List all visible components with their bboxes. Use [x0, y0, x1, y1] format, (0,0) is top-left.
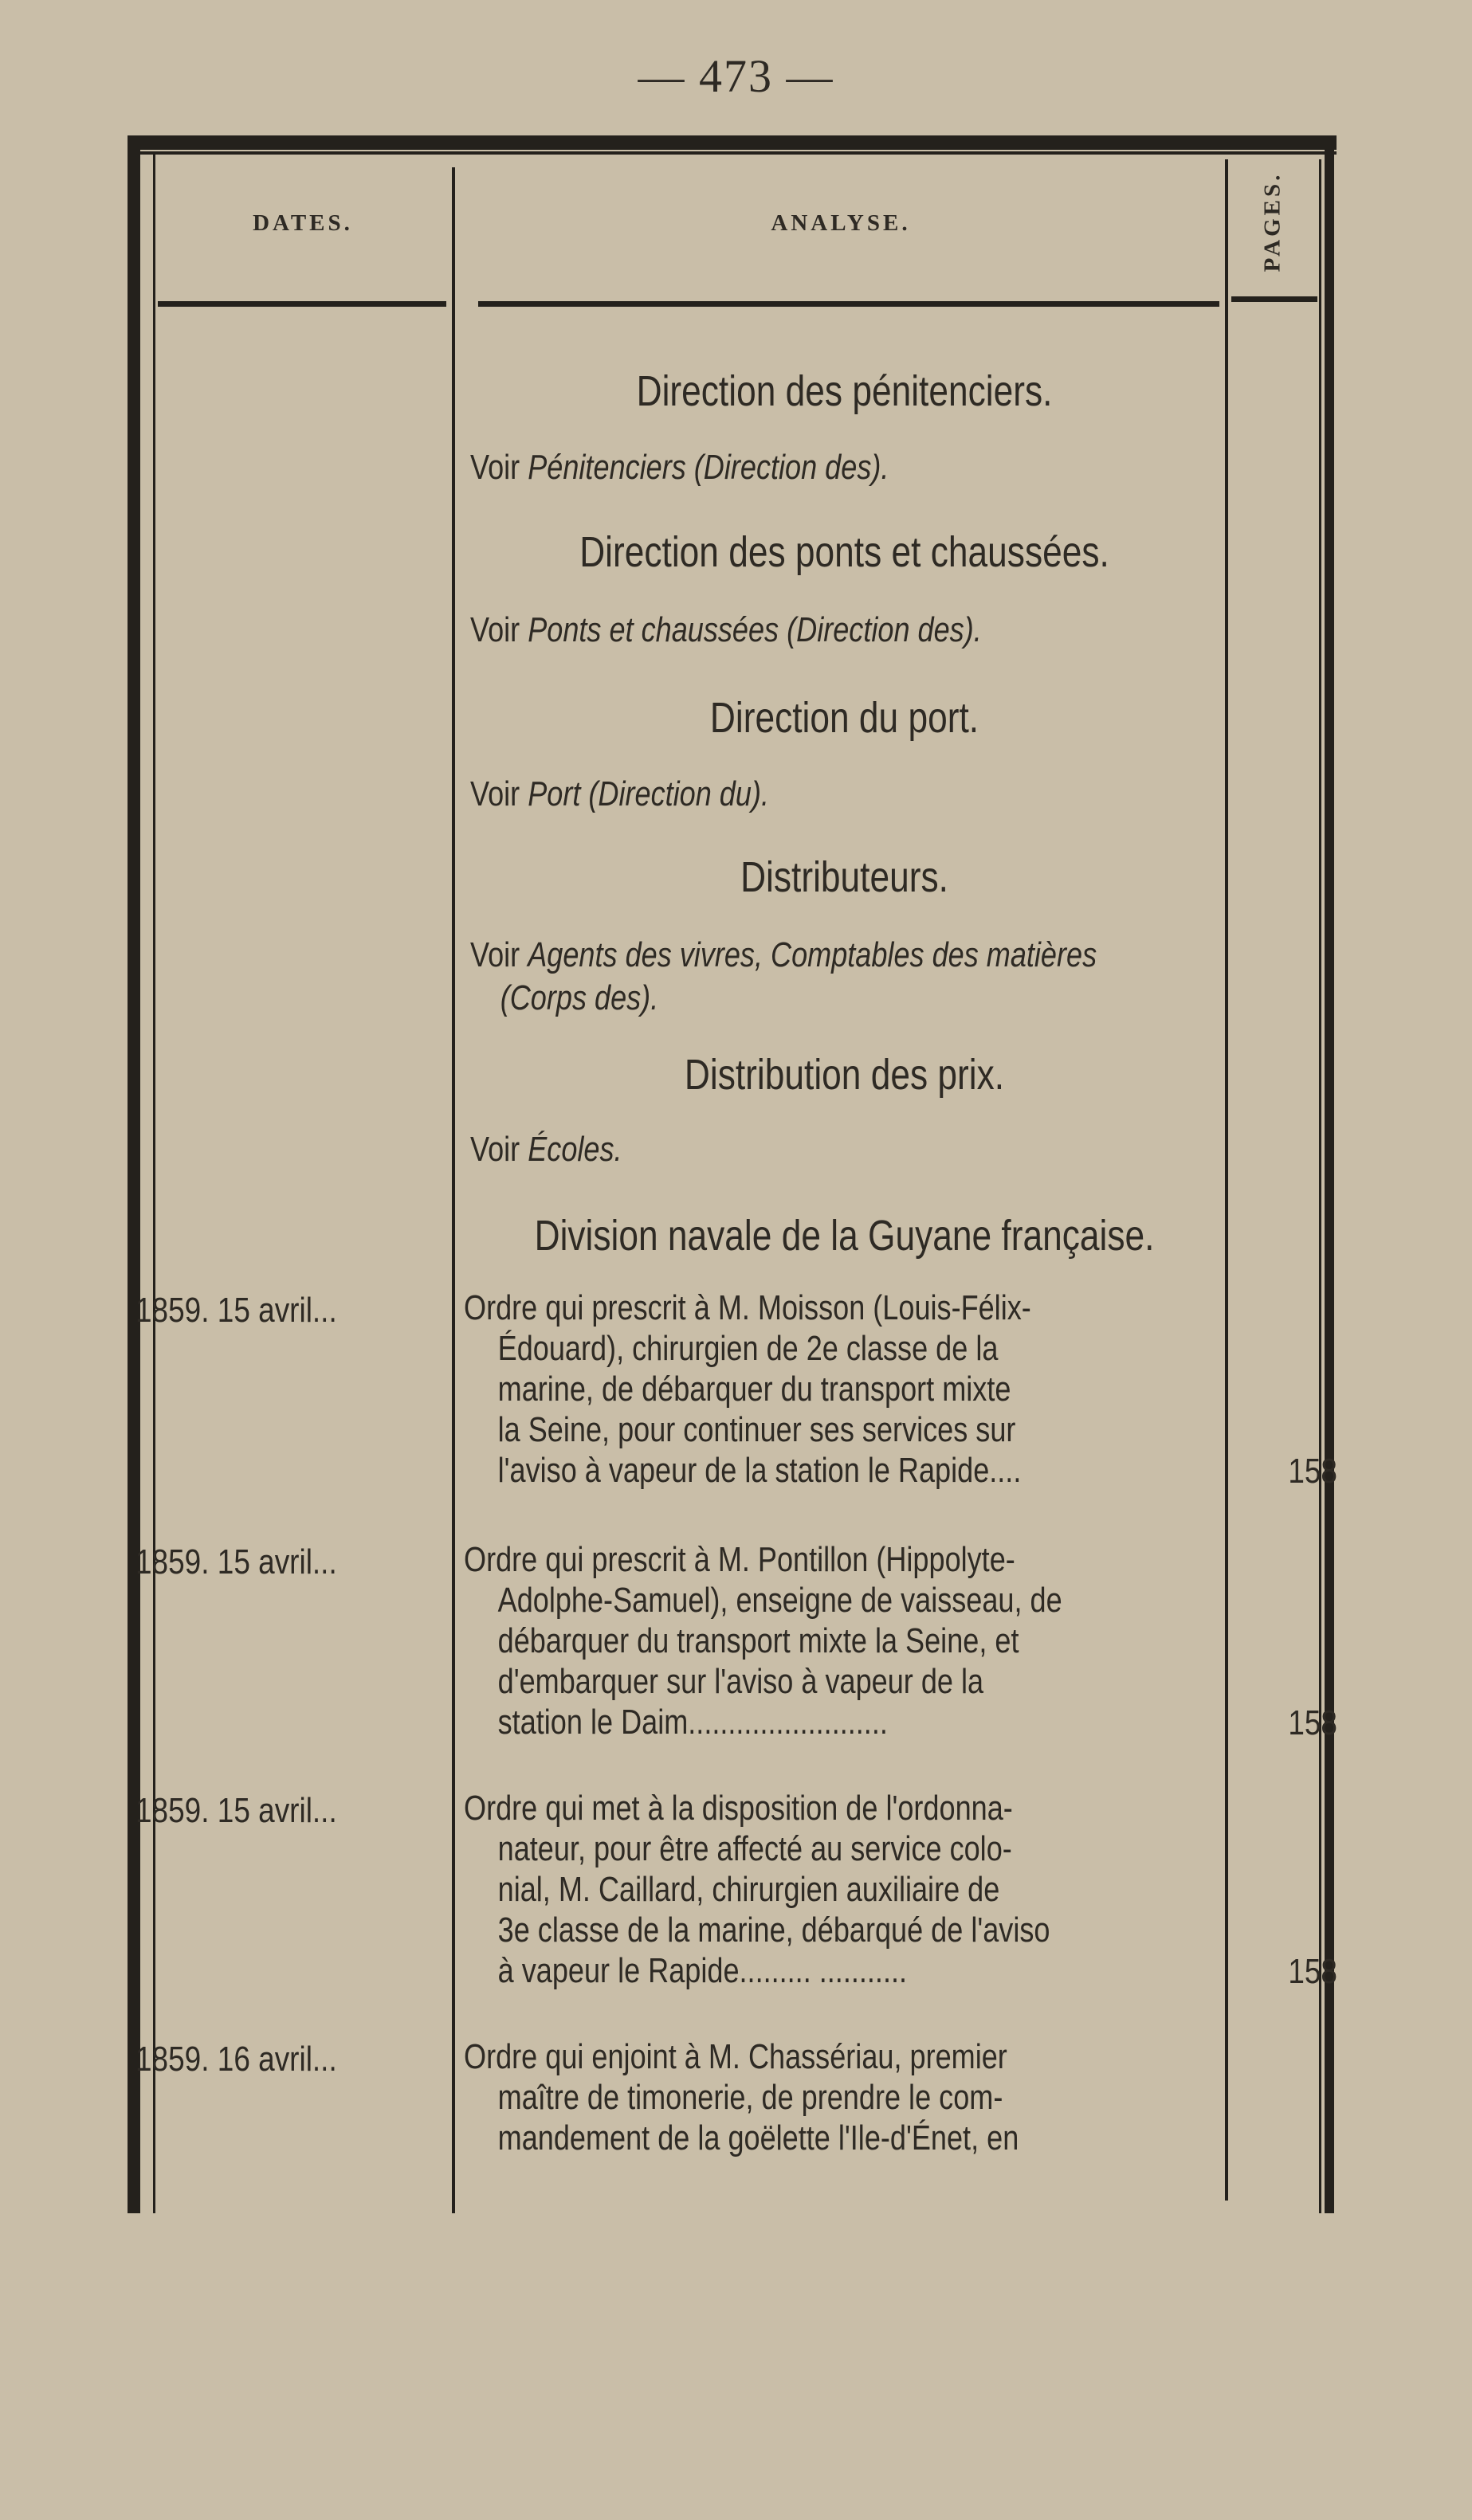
- see-also-reference: [470, 1128, 1091, 1171]
- entry-line: nateur, pour être affecté au service colo-: [497, 1829, 1012, 1868]
- section-title: Distributeurs.: [740, 853, 948, 901]
- reference-text: Pénitenciers (Direction des).: [528, 448, 889, 487]
- see-also-reference: [470, 609, 1091, 652]
- page-reference: 158: [1288, 1703, 1337, 1742]
- see-also-reference: [470, 446, 1091, 489]
- page-reference: 158: [1288, 1452, 1337, 1491]
- voir-label: Voir: [470, 610, 520, 649]
- entry-date: 1859. 16 avril...: [135, 2040, 337, 2079]
- entry-text: [464, 1539, 1228, 1742]
- entry-line: la Seine, pour continuer ses services sur: [497, 1410, 1016, 1449]
- entry-text: [464, 1788, 1228, 1991]
- table-top-rule: [128, 135, 1337, 150]
- reference-text: Ponts et chaussées (Direction des).: [528, 610, 982, 649]
- entry-line: l'aviso à vapeur de la station le Rapide....: [497, 1451, 1022, 1490]
- header-rule-pages: [1231, 296, 1317, 302]
- dates-analyse-divider: [452, 167, 455, 2213]
- entry-line: nial, M. Caillard, chirurgien auxiliaire de: [497, 1870, 1000, 1909]
- reference-text-continued: (Corps des).: [500, 978, 659, 1017]
- section-title: Direction du port.: [709, 694, 979, 742]
- reference-text: Agents des vivres, Comptables des matières: [528, 935, 1097, 974]
- entry-line: 3e classe de la marine, débarqué de l'aviso: [497, 1911, 1050, 1950]
- section-title: Direction des pénitenciers.: [636, 367, 1053, 415]
- left-inner-border: [153, 155, 155, 2213]
- entry-text: [464, 2036, 1228, 2158]
- entry-line: débarquer du transport mixte la Seine, et: [497, 1621, 1019, 1660]
- entry-line: Ordre qui prescrit à M. Pontillon (Hippolyte-: [464, 1540, 1015, 1579]
- entry-line: mandement de la goëlette l'Ile-d'Énet, en: [497, 2118, 1019, 2157]
- entry-line: d'embarquer sur l'aviso à vapeur de la: [497, 1662, 984, 1701]
- reference-text: Écoles.: [528, 1130, 622, 1169]
- entry-line: Ordre qui prescrit à M. Moisson (Louis-Félix-: [464, 1288, 1031, 1327]
- pages-inner-divider: [1319, 159, 1321, 2213]
- entry-line: maître de timonerie, de prendre le com-: [497, 2078, 1003, 2117]
- entry-line: à vapeur le Rapide......... ...........: [497, 1951, 908, 1990]
- section-title: Direction des ponts et chaussées.: [579, 528, 1109, 576]
- page-reference: 158: [1288, 1952, 1337, 1991]
- voir-label: Voir: [470, 935, 520, 974]
- entry-date: 1859. 15 avril...: [135, 1542, 337, 1581]
- header-rule-analyse: [478, 301, 1219, 307]
- header-rule-dates: [158, 301, 446, 307]
- voir-label: Voir: [470, 448, 520, 487]
- right-border: [1325, 135, 1334, 2213]
- entry-text: [464, 1287, 1228, 1491]
- header-analyse: ANALYSE.: [771, 210, 911, 236]
- entry-line: Adolphe-Samuel), enseigne de vaisseau, de: [497, 1581, 1062, 1620]
- entry-date: 1859. 15 avril...: [135, 1791, 337, 1830]
- entry-line: Édouard), chirurgien de 2e classe de la: [497, 1329, 999, 1368]
- reference-text: Port (Direction du).: [528, 774, 769, 813]
- see-also-reference: [470, 773, 1091, 816]
- entry-line: marine, de débarquer du transport mixte: [497, 1370, 1011, 1409]
- left-border: [128, 135, 140, 2213]
- page-number: — 473 —: [638, 50, 834, 102]
- table-top-rule-thin: [128, 151, 1337, 155]
- section-title: Distribution des prix.: [684, 1051, 1005, 1099]
- voir-label: Voir: [470, 774, 520, 813]
- voir-label: Voir: [470, 1130, 520, 1169]
- entry-line: Ordre qui met à la disposition de l'ordonna-: [464, 1789, 1013, 1828]
- see-also-reference: [470, 934, 1097, 1020]
- entry-line: Ordre qui enjoint à M. Chassériau, premier: [464, 2037, 1007, 2076]
- header-dates: DATES.: [253, 210, 353, 236]
- section-title: Division navale de la Guyane française.: [534, 1212, 1155, 1260]
- entry-line: station le Daim.........................: [497, 1703, 888, 1742]
- entry-date: 1859. 15 avril...: [135, 1291, 337, 1330]
- header-pages: PAGES.: [1259, 171, 1286, 272]
